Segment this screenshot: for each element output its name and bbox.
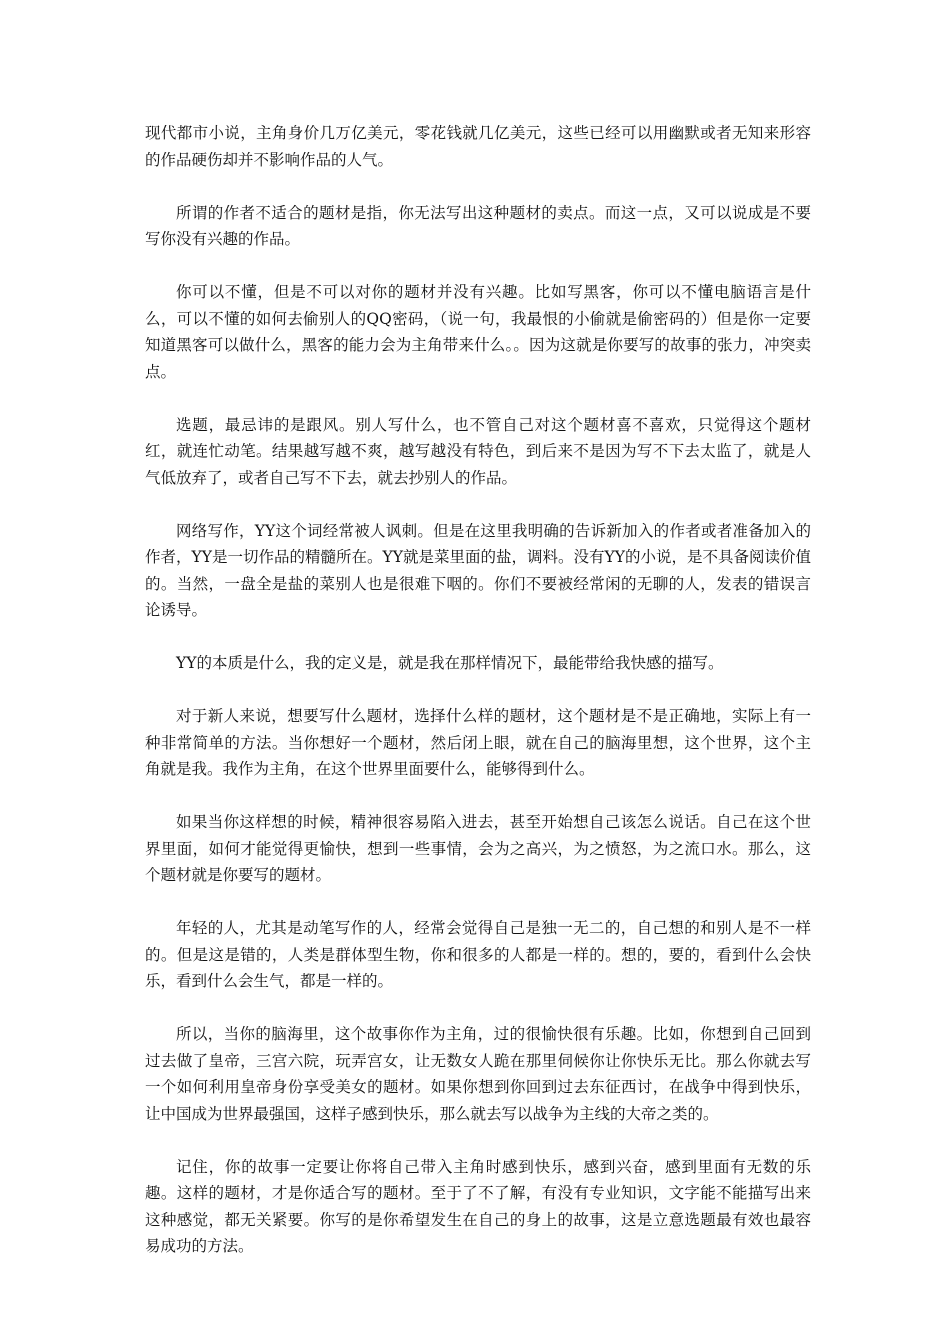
paragraph-11: 记住，你的故事一定要让你将自己带入主角时感到快乐，感到兴奋，感到里面有无数的乐趣。这样的题材，才是你适合写的题材。至于了不了解，有没有专业知识，文字能不能描写出来这种感觉，都无关紧要。你写的是你希望发生在自己的身上的故事，这是立意选题最有效也最容易成功的方法。 (145, 1157, 811, 1255)
document-body (145, 120, 811, 1286)
paragraph-6: YY的本质是什么，我的定义是，就是我在那样情况下，最能带给我快感的描写。 (176, 654, 724, 672)
paragraph-1: 现代都市小说，主角身价几万亿美元，零花钱就几亿美元，这些已经可以用幽默或者无知来形容的作品硬伤却并不影响作品的人气。 (145, 124, 811, 169)
paragraph-5: 网络写作，YY这个词经常被人讽刺。但是在这里我明确的告诉新加入的作者或者准备加入的作者，YY是一切作品的精髓所在。YY就是菜里面的盐，调料。没有YY的小说，是不具备阅读价值的。当然，一盘全是盐的菜别人也是很难下咽的。你们不要被经常闲的无聊的人，发表的错误言论诱导。 (145, 521, 811, 619)
paragraph-2: 所谓的作者不适合的题材是指，你无法写出这种题材的卖点。而这一点，又可以说成是不要写你没有兴趣的作品。 (145, 203, 811, 248)
paragraph-3: 你可以不懂，但是不可以对你的题材并没有兴趣。比如写黑客，你可以不懂电脑语言是什么，可以不懂的如何去偷别人的QQ密码，（说一句，我最恨的小偷就是偷密码的）但是你一定要知道黑客可以做什么，黑客的能力会为主角带来什么。。因为这就是你要写的故事的张力，冲突卖点。 (145, 283, 811, 381)
paragraph-8: 如果当你这样想的时候，精神很容易陷入进去，甚至开始想自己该怎么说话。自己在这个世界里面，如何才能觉得更愉快，想到一些事情，会为之高兴，为之愤怒，为之流口水。那么，这个题材就是你要写的题材。 (145, 813, 811, 884)
paragraph-4: 选题，最忌讳的是跟风。别人写什么，也不管自己对这个题材喜不喜欢，只觉得这个题材红，就连忙动笔。结果越写越不爽，越写越没有特色，到后来不是因为写不下去太监了，就是人气低放弃了，或者自己写不下去，就去抄别人的作品。 (145, 415, 811, 487)
paragraph-10: 所以，当你的脑海里，这个故事你作为主角，过的很愉快很有乐趣。比如，你想到自己回到过去做了皇帝，三宫六院，玩弄宫女，让无数女人跪在那里伺候你让你快乐无比。那么你就去写一个如何利用皇帝身份享受美女的题材。如果你想到你回到过去东征西讨，在战争中得到快乐，让中国成为世界最强国，这样子感到快乐，那么就去写以战争为主线的大帝之类的。 (145, 1025, 811, 1123)
paragraph-7: 对于新人来说，想要写什么题材，选择什么样的题材，这个题材是不是正确地，实际上有一种非常简单的方法。当你想好一个题材，然后闭上眼，就在自己的脑海里想，这个世界，这个主角就是我。我作为主角，在这个世界里面要什么，能够得到什么。 (145, 707, 811, 778)
paragraph-9: 年轻的人，尤其是动笔写作的人，经常会觉得自己是独一无二的，自己想的和别人是不一样的。但是这是错的，人类是群体型生物，你和很多的人都是一样的。想的，要的，看到什么会快乐，看到什么会生气，都是一样的。 (145, 919, 811, 990)
